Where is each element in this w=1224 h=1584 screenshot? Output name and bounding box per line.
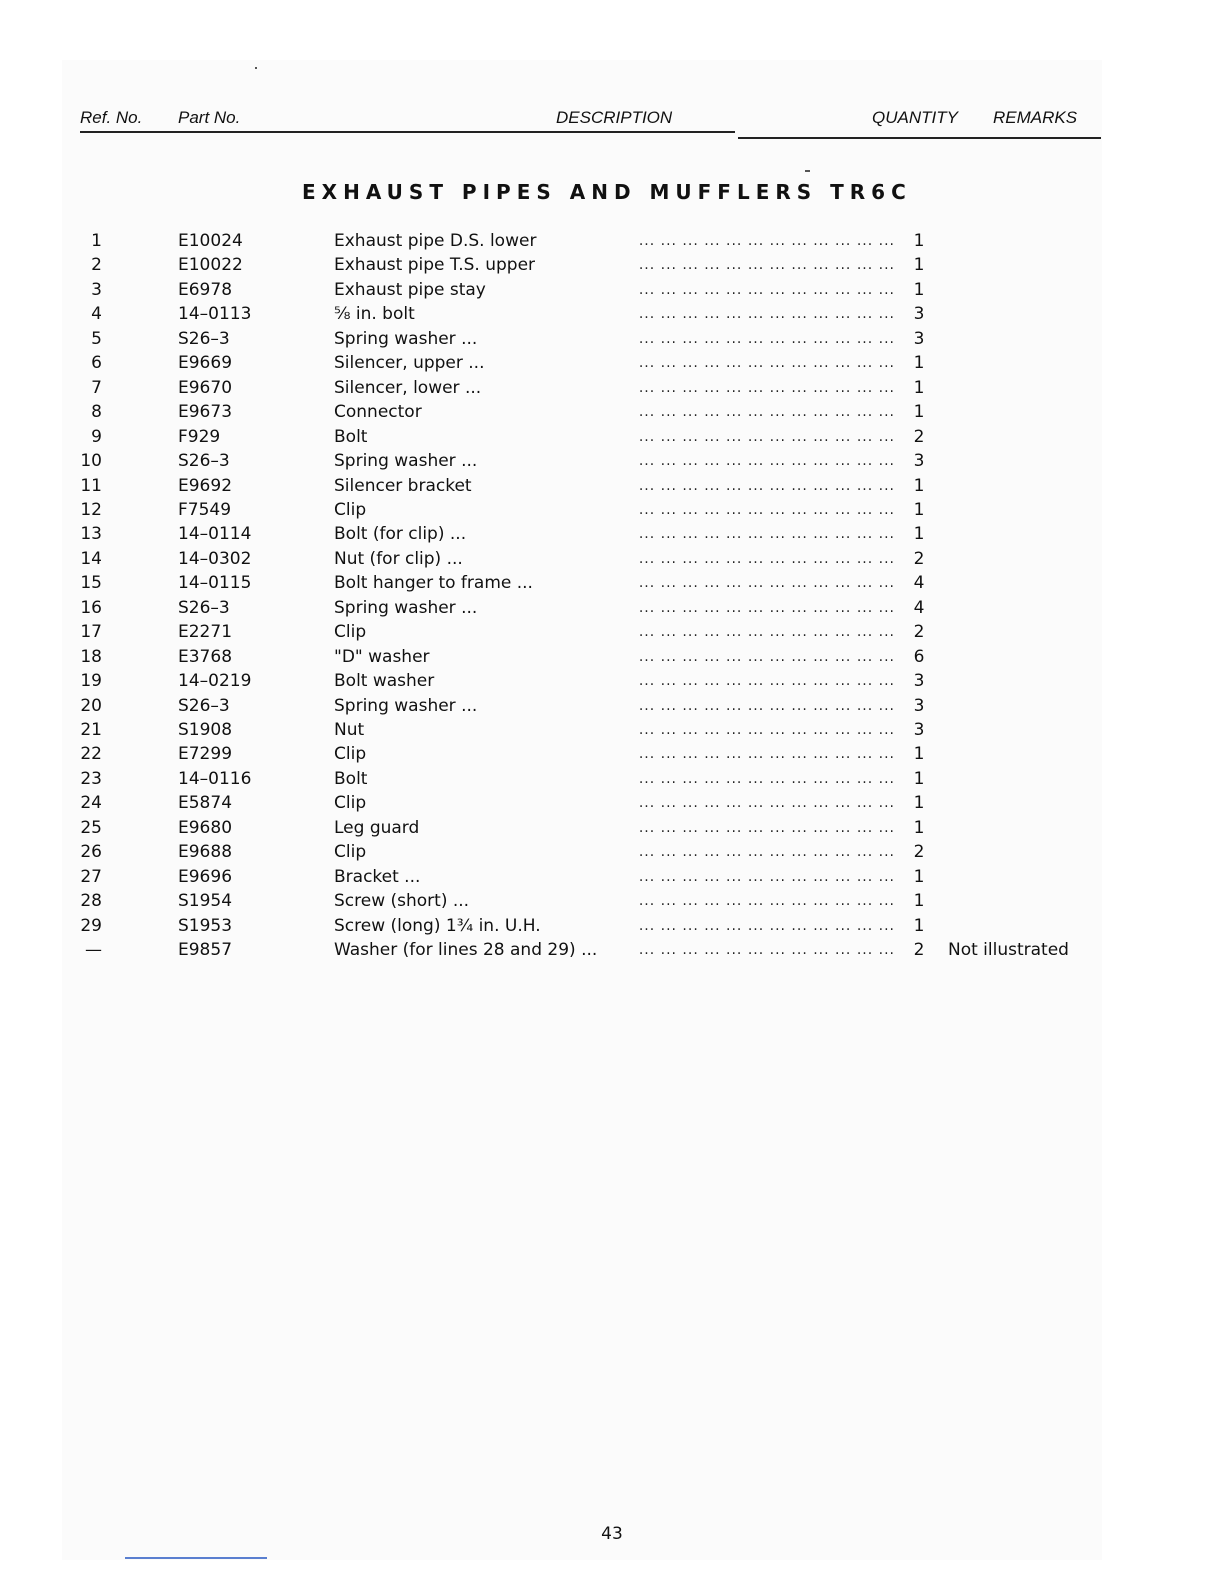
part-no-cell: 14–0116: [178, 768, 252, 789]
quantity-cell: 3: [913, 671, 925, 692]
part-no-cell: S1908: [178, 720, 233, 740]
ref-no-cell: 21: [80, 720, 102, 740]
leader-dots: ... ... ... ... ... ... ... ... ... ... ... ...: [638, 673, 895, 690]
quantity-cell: 1: [913, 768, 925, 789]
table-row: [0, 327, 1224, 351]
quantity-cell: 1: [913, 353, 925, 374]
table-row: [0, 449, 1224, 473]
ref-no-cell: 19: [80, 671, 102, 692]
leader-dots: ... ... ... ... ... ... ... ... ... ... ... ...: [638, 722, 895, 738]
part-no-cell: S26–3: [178, 451, 230, 472]
quantity-cell: 1: [913, 402, 925, 423]
table-row: [0, 253, 1224, 277]
header-quantity: QUANTITY: [872, 108, 958, 127]
description-cell: Connector: [334, 402, 422, 423]
quantity-cell: 2: [913, 622, 925, 643]
ref-no-cell: 23: [80, 768, 102, 789]
description-cell: Bolt washer: [334, 671, 435, 692]
ref-no-cell: 15: [80, 573, 102, 594]
part-no-cell: E10024: [178, 231, 243, 251]
leader-dots: ... ... ... ... ... ... ... ... ... ... ... ...: [638, 281, 895, 298]
leader-dots: ... ... ... ... ... ... ... ... ... ... ... ...: [638, 404, 895, 421]
description-cell: Leg guard: [334, 817, 420, 838]
leader-dots: ... ... ... ... ... ... ... ... ... ... ... ...: [638, 428, 895, 445]
header-rule-right: [738, 137, 1101, 139]
part-no-cell: 14–0115: [178, 573, 252, 594]
leader-dots: ... ... ... ... ... ... ... ... ... ... ... ...: [638, 330, 895, 347]
header-rule-left: [80, 131, 735, 133]
quantity-cell: 2: [913, 426, 925, 447]
description-cell: Bolt: [334, 768, 368, 789]
part-no-cell: E9692: [178, 475, 233, 496]
description-cell: Spring washer ...: [334, 328, 478, 349]
leader-dots: ... ... ... ... ... ... ... ... ... ... ... ...: [638, 868, 895, 885]
description-cell: Bolt: [334, 426, 368, 447]
quantity-cell: 1: [913, 866, 925, 887]
part-no-cell: 14–0219: [178, 671, 252, 692]
part-no-cell: E3768: [178, 646, 233, 667]
description-cell: Bolt hanger to frame ...: [334, 573, 533, 594]
description-cell: ⅝ in. bolt: [334, 304, 415, 325]
ref-no-cell: 29: [80, 915, 102, 936]
ref-no-cell: 14: [80, 548, 102, 569]
leader-dots: ... ... ... ... ... ... ... ... ... ... ... ...: [638, 844, 895, 861]
ref-no-cell: 28: [80, 891, 102, 912]
ref-no-cell: 13: [80, 524, 102, 545]
description-cell: Silencer, upper ...: [334, 353, 485, 374]
leader-dots: ... ... ... ... ... ... ... ... ... ... ... ...: [638, 795, 895, 812]
quantity-cell: 1: [913, 891, 925, 912]
description-cell: Clip: [334, 622, 367, 643]
table-row: [0, 522, 1224, 546]
part-no-cell: E9673: [178, 402, 233, 423]
leader-dots: ... ... ... ... ... ... ... ... ... ... ... ...: [638, 526, 895, 543]
quantity-cell: 1: [913, 377, 925, 398]
ref-no-cell: 27: [80, 866, 102, 887]
part-no-cell: 14–0302: [178, 548, 252, 569]
table-row: [0, 571, 1224, 595]
ref-no-cell: 7: [91, 377, 102, 398]
quantity-cell: 1: [913, 279, 925, 300]
quantity-cell: 1: [913, 915, 925, 936]
table-row: [0, 669, 1224, 693]
part-no-cell: E7299: [178, 744, 233, 765]
ref-no-cell: 11: [80, 475, 102, 496]
table-row: [0, 547, 1224, 571]
part-no-cell: E9670: [178, 377, 233, 398]
leader-dots: ... ... ... ... ... ... ... ... ... ... ... ...: [638, 746, 895, 763]
ref-no-cell: 26: [80, 842, 102, 863]
leader-dots: ... ... ... ... ... ... ... ... ... ... ... ...: [638, 648, 895, 665]
part-no-cell: 14–0113: [178, 304, 252, 325]
table-row: [0, 474, 1224, 498]
leader-dots: ... ... ... ... ... ... ... ... ... ... ... ...: [638, 942, 895, 959]
quantity-cell: 1: [913, 475, 925, 496]
table-row: [0, 376, 1224, 400]
ref-no-cell: 4: [91, 304, 102, 325]
description-cell: Clip: [334, 744, 367, 765]
leader-dots: ... ... ... ... ... ... ... ... ... ... ... ...: [638, 379, 895, 396]
quantity-cell: 1: [913, 499, 925, 520]
table-row: [0, 620, 1224, 644]
leader-dots: ... ... ... ... ... ... ... ... ... ... ... ...: [638, 501, 895, 518]
leader-dots: ... ... ... ... ... ... ... ... ... ... ... ...: [638, 697, 895, 714]
leader-dots: ... ... ... ... ... ... ... ... ... ... ... ...: [638, 819, 895, 836]
part-no-cell: E9669: [178, 353, 233, 374]
part-no-cell: S26–3: [178, 328, 230, 349]
header-description: DESCRIPTION: [556, 108, 673, 127]
table-row: [0, 742, 1224, 766]
leader-dots: ... ... ... ... ... ... ... ... ... ... ... ...: [638, 453, 895, 470]
section-title: EXHAUST PIPES AND MUFFLERS TR6C: [302, 180, 912, 204]
quantity-cell: 3: [913, 451, 925, 472]
ref-no-cell: 3: [91, 279, 102, 300]
description-cell: Clip: [334, 842, 367, 863]
ref-no-cell: 1: [91, 231, 102, 251]
table-row: [0, 914, 1224, 938]
table-row: [0, 596, 1224, 620]
ref-no-cell: 24: [80, 793, 102, 814]
scan-speck: [255, 67, 257, 69]
leader-dots: ... ... ... ... ... ... ... ... ... ... ... ...: [638, 624, 895, 641]
table-row: [0, 889, 1224, 913]
quantity-cell: 1: [913, 793, 925, 814]
table-row: [0, 425, 1224, 449]
table-row: [0, 718, 1224, 742]
table-row: [0, 645, 1224, 669]
ref-no-cell: 9: [91, 426, 102, 447]
part-no-cell: E10022: [178, 255, 243, 276]
ref-no-cell: —: [85, 940, 102, 961]
quantity-cell: 1: [913, 744, 925, 765]
ref-no-cell: 18: [80, 646, 102, 667]
quantity-cell: 4: [913, 597, 925, 618]
table-row: [0, 400, 1224, 424]
header-remarks: REMARKS: [993, 108, 1078, 127]
description-cell: "D" washer: [334, 646, 430, 667]
table-row: [0, 938, 1224, 962]
description-cell: Exhaust pipe D.S. lower: [334, 231, 537, 251]
table-row: [0, 278, 1224, 302]
description-cell: Nut (for clip) ...: [334, 548, 463, 569]
quantity-cell: 2: [913, 940, 925, 961]
description-cell: Bracket ...: [334, 866, 421, 887]
description-cell: Exhaust pipe T.S. upper: [334, 255, 536, 276]
quantity-cell: 1: [913, 524, 925, 545]
description-cell: Clip: [334, 499, 367, 520]
table-row: [0, 767, 1224, 791]
header-part-no: Part No.: [178, 108, 241, 127]
part-no-cell: S1954: [178, 891, 233, 912]
description-cell: Exhaust pipe stay: [334, 279, 486, 300]
description-cell: Bolt (for clip) ...: [334, 524, 467, 545]
ref-no-cell: 2: [91, 255, 102, 276]
part-no-cell: 14–0114: [178, 524, 252, 545]
ref-no-cell: 8: [91, 402, 102, 423]
quantity-cell: 6: [913, 646, 925, 667]
table-row: [0, 694, 1224, 718]
quantity-cell: 3: [913, 695, 925, 716]
leader-dots: ... ... ... ... ... ... ... ... ... ... ... ...: [638, 257, 895, 274]
quantity-cell: 3: [913, 328, 925, 349]
part-no-cell: E9688: [178, 842, 233, 863]
part-no-cell: E5874: [178, 793, 233, 814]
quantity-cell: 2: [913, 842, 925, 863]
quantity-cell: 1: [913, 817, 925, 838]
part-no-cell: S26–3: [178, 695, 230, 716]
leader-dots: ... ... ... ... ... ... ... ... ... ... ... ...: [638, 770, 895, 787]
ref-no-cell: 10: [80, 451, 102, 472]
leader-dots: ... ... ... ... ... ... ... ... ... ... ... ...: [638, 233, 895, 249]
part-no-cell: S1953: [178, 915, 233, 936]
description-cell: Silencer, lower ...: [334, 377, 482, 398]
table-row: [0, 791, 1224, 815]
ref-no-cell: 5: [91, 328, 102, 349]
part-no-cell: E6978: [178, 279, 233, 300]
description-cell: Clip: [334, 793, 367, 814]
ref-no-cell: 12: [80, 499, 102, 520]
description-cell: Screw (long) 1¾ in. U.H.: [334, 915, 541, 936]
ref-no-cell: 16: [80, 597, 102, 618]
description-cell: Washer (for lines 28 and 29) ...: [334, 940, 598, 961]
scan-speck: [805, 170, 810, 172]
quantity-cell: 3: [913, 720, 925, 740]
leader-dots: ... ... ... ... ... ... ... ... ... ... ... ...: [638, 477, 895, 494]
table-row: [0, 816, 1224, 840]
ref-no-cell: 25: [80, 817, 102, 838]
quantity-cell: 3: [913, 304, 925, 325]
part-no-cell: S26–3: [178, 597, 230, 618]
leader-dots: ... ... ... ... ... ... ... ... ... ... ... ...: [638, 599, 895, 616]
quantity-cell: 2: [913, 548, 925, 569]
leader-dots: ... ... ... ... ... ... ... ... ... ... ... ...: [638, 550, 895, 567]
quantity-cell: 1: [913, 231, 925, 251]
table-row: [0, 351, 1224, 375]
ref-no-cell: 20: [80, 695, 102, 716]
table-row: [0, 229, 1224, 253]
quantity-cell: 1: [913, 255, 925, 276]
description-cell: Spring washer ...: [334, 451, 478, 472]
ref-no-cell: 17: [80, 622, 102, 643]
description-cell: Spring washer ...: [334, 597, 478, 618]
part-no-cell: E2271: [178, 622, 233, 643]
remarks-cell: Not illustrated: [948, 940, 1069, 961]
part-no-cell: F7549: [178, 499, 232, 520]
part-no-cell: E9696: [178, 866, 233, 887]
table-row: [0, 302, 1224, 326]
table-row: [0, 865, 1224, 889]
description-cell: Silencer bracket: [334, 475, 472, 496]
quantity-cell: 4: [913, 573, 925, 594]
ref-no-cell: 22: [80, 744, 102, 765]
leader-dots: ... ... ... ... ... ... ... ... ... ... ... ...: [638, 355, 895, 372]
part-no-cell: E9680: [178, 817, 233, 838]
table-row: [0, 498, 1224, 522]
description-cell: Spring washer ...: [334, 695, 478, 716]
part-no-cell: E9857: [178, 940, 233, 961]
leader-dots: ... ... ... ... ... ... ... ... ... ... ... ...: [638, 917, 895, 934]
table-row: [0, 840, 1224, 864]
bottom-link-rule: [125, 1557, 267, 1559]
description-cell: Screw (short) ...: [334, 891, 470, 912]
part-no-cell: F929: [178, 426, 221, 447]
leader-dots: ... ... ... ... ... ... ... ... ... ... ... ...: [638, 575, 895, 592]
leader-dots: ... ... ... ... ... ... ... ... ... ... ... ...: [638, 893, 895, 910]
page-number: 43: [601, 1524, 623, 1544]
header-ref-no: Ref. No.: [80, 108, 143, 127]
ref-no-cell: 6: [91, 353, 102, 374]
leader-dots: ... ... ... ... ... ... ... ... ... ... ... ...: [638, 306, 895, 323]
description-cell: Nut: [334, 720, 365, 740]
